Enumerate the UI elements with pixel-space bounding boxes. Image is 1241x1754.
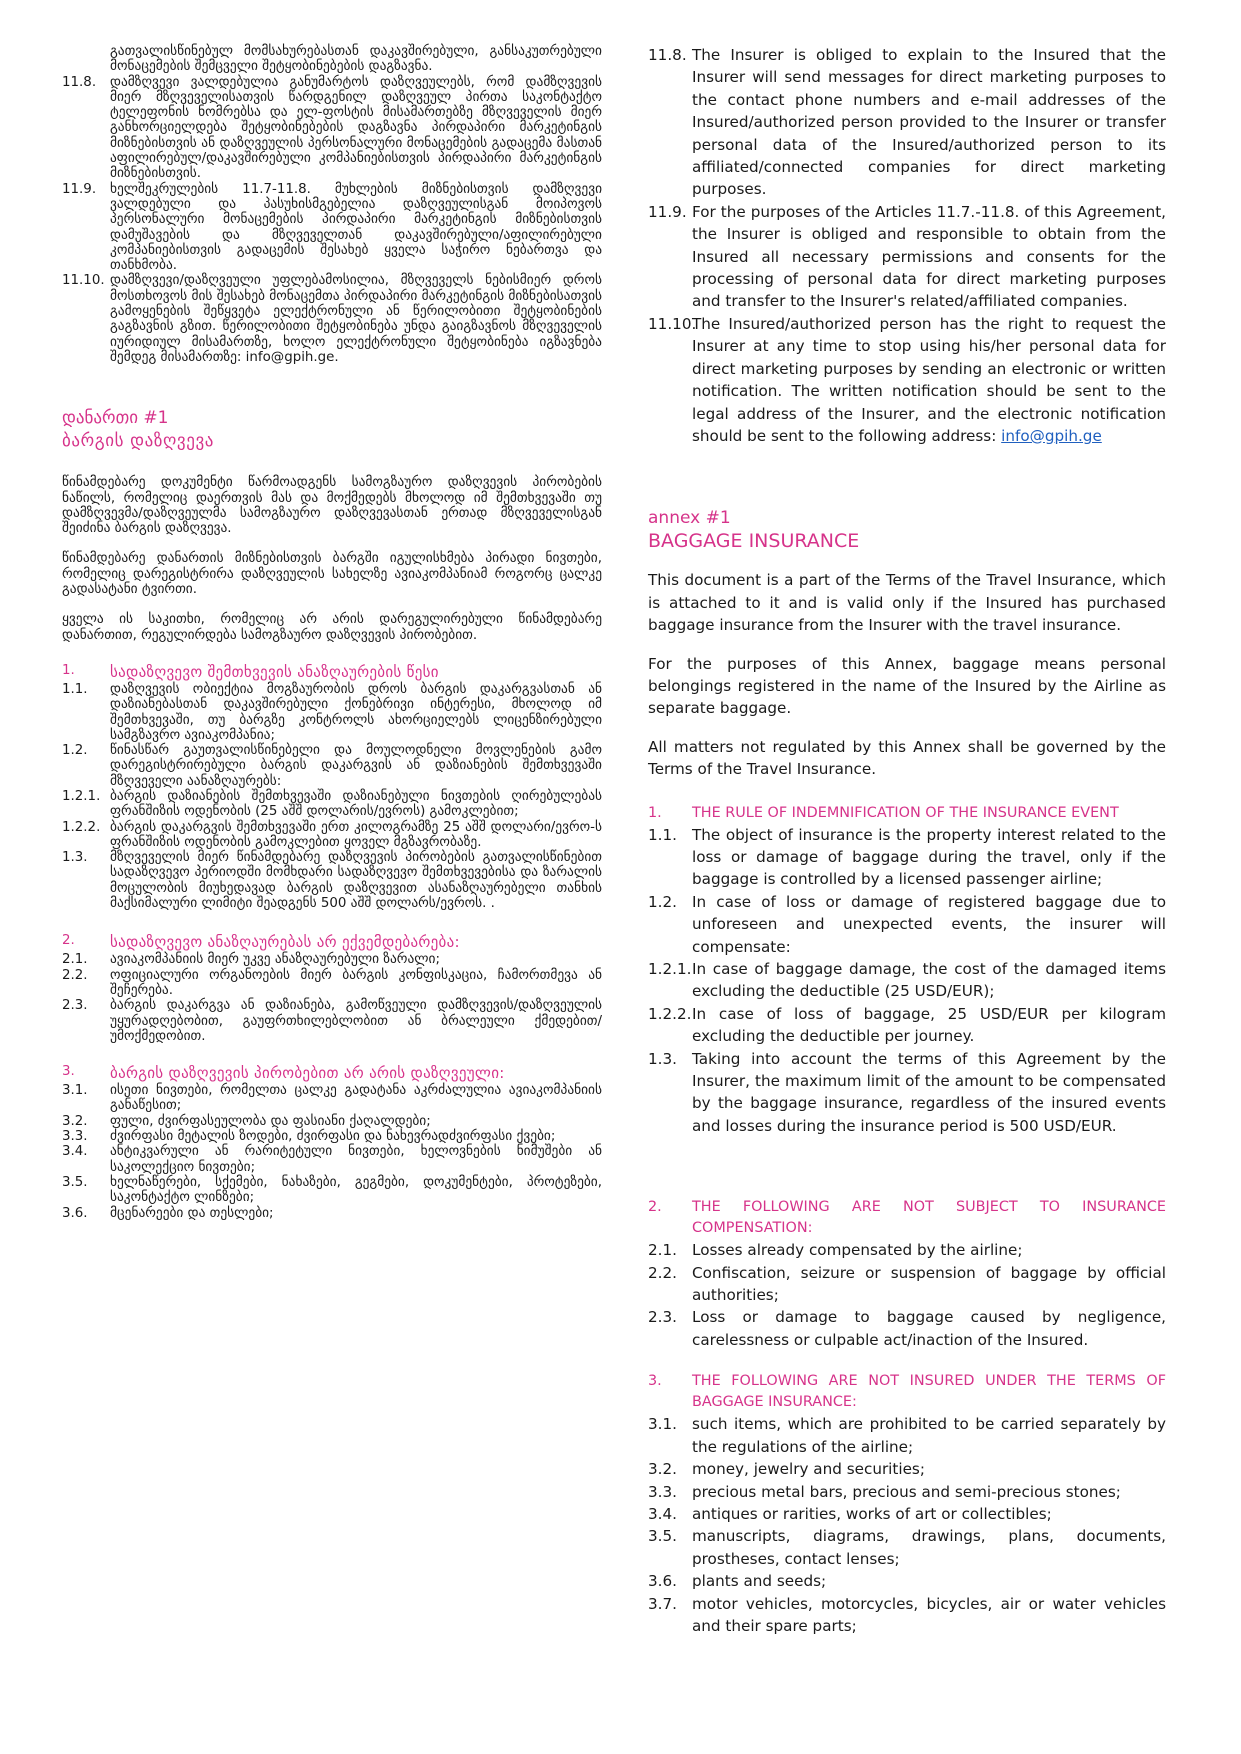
clause-number: 1.2.1.	[648, 960, 692, 978]
clause-text: მზღვეველის მიერ წინამდებარე დაზღვევის პირობების გათვალისწინებით სადაზღვევო პერიოდში მომხდარი სადაზღვევო შემთხვევებისა და ზარალის მოცულობის მიუხედავად ბარგის დაზღვევით ასანაზღაურებელი თანხის მაქსიმალური ლიმიტი შეადგენს 500 აშშ დოლარს/ევროს. .	[110, 850, 602, 912]
english-column	[648, 44, 1166, 1637]
section-number: 1.	[648, 804, 662, 821]
clause-1-2-2	[62, 820, 602, 851]
section-title: THE FOLLOWING ARE NOT SUBJECT TO INSURANCE COMPENSATION:	[692, 1199, 1166, 1237]
section-title: სადაზღვევო შემთხვევის ანაზღაურების წესი	[110, 662, 439, 681]
section-title: სადაზღვევო ანაზღაურებას არ ექვემდებარება:	[110, 933, 460, 952]
clause-3-2	[62, 1114, 602, 1129]
continued-paragraph: გათვალისწინებულ მომსახურებასთან დაკავშირებული, განსაკუთრებული მონაცემების შემცველი შეტყობინებების დაგზავნა.	[110, 44, 602, 75]
clause-text: ავიაკომპანიის მიერ უკვე ანაზღაურებული ზარალი;	[110, 952, 440, 968]
clause-number: 11.8.	[648, 46, 687, 64]
clause-text: In case of loss or damage of registered baggage due to unforeseen and unexpected events, the insurer will compensate:	[692, 892, 1166, 956]
clause-text: The Insurer is obliged to explain to the Insured that the Insurer will send messages for direct marketing purposes to the contact phone numbers and e-mail addresses of the Insured/authorized person provided to the Insurer or transfer personal data of the Insured/authorized person to its affiliated/connected companies for direct marketing purposes.	[692, 46, 1166, 199]
section-heading-3	[62, 1064, 602, 1083]
clause-number: 3.2.	[648, 1460, 677, 1479]
clause-number: 1.2.1.	[62, 788, 101, 804]
clause-text: precious metal bars, precious and semi-precious stones;	[692, 1482, 1121, 1501]
clause-text: money, jewelry and securities;	[692, 1460, 925, 1479]
clause-text: such items, which are prohibited to be carried separately by the regulations of the airline;	[692, 1415, 1166, 1456]
section-number: 2.	[62, 933, 75, 949]
clause-number: 1.2.2.	[648, 1004, 692, 1023]
clause-1-3	[62, 850, 602, 911]
clause-3-5	[648, 1525, 1166, 1570]
clause-3-3	[62, 1129, 602, 1144]
intro-paragraph: წინამდებარე დოკუმენტი წარმოადგენს სამოგზაურო დაზღვევის პირობების ნაწილს, რომელიც დაერთვის მას და მოქმედებს მხოლოდ იმ შემთხვევაში თუ დამზღვევმა/დაზღვეულმა სამოგზაურო დაზღვევასთან ერთად მზღვეველისგან შეიძინა ბარგის დაზღვევა.	[62, 475, 602, 537]
clause-number: 3.2.	[62, 1113, 88, 1129]
clause-text	[692, 313, 1166, 447]
clause-number: 1.3.	[648, 1049, 677, 1068]
section-number: 3.	[62, 1064, 75, 1080]
clause-number: 1.2.	[62, 743, 88, 759]
clause-number: 1.2.2.	[62, 819, 101, 835]
clause-1-2-1	[62, 789, 602, 820]
clause-text: antiques or rarities, works of art or collectibles;	[692, 1504, 1052, 1523]
clause-3-4	[648, 1503, 1166, 1525]
intro-paragraph: ყველა ის საკითხი, რომელიც არ არის დარეგულირებული წინამდებარე დანართით, რეგულირდება სამოგზაურო დაზღვევის პირობებით.	[62, 612, 602, 643]
clause-number: 11.9.	[62, 181, 97, 197]
clause-1-2-1	[648, 958, 1166, 1003]
clause-2-2	[648, 1262, 1166, 1307]
clause-text: Loss or damage to baggage caused by negligence, carelessness or culpable act/inaction of the Insured.	[692, 1308, 1166, 1349]
section-number: 3.	[648, 1373, 662, 1390]
clause-text: დაზღვევის ობიექტია მოგზაურობის დროს ბარგის დაკარგვასთან ან დაზიანებასთან დაკავშირებული ქონებრივი ინტერესი, მხოლოდ იმ შემთხვევაში, თუ ბარგზე კონტროლს ახორციელებს ლიცენზირებული სამგზავრო ავიაკომპანია;	[110, 681, 602, 743]
clause-number: 2.2.	[648, 1263, 677, 1282]
clause-text: ფული, ძვირფასეულობა და ფასიანი ქაღალდები;	[110, 1113, 431, 1129]
email-link[interactable]: info@gpih.ge	[1001, 426, 1102, 445]
clause-1-3	[648, 1048, 1166, 1138]
clause-11-9	[648, 201, 1166, 313]
clause-2-2	[62, 968, 602, 999]
section-heading-3	[648, 1371, 1166, 1413]
clause-3-4	[62, 1144, 602, 1175]
clause-text: In case of baggage damage, the cost of the damaged items excluding the deductible (25 USD/EUR);	[692, 960, 1166, 1001]
clause-text: ოფიციალური ორგანოების მიერ ბარგის კონფისკაცია, ჩამორთმევა ან შეჩერება.	[110, 967, 602, 998]
clause-11-9	[62, 182, 602, 274]
clause-number: 3.5.	[648, 1527, 677, 1546]
clause-number: 3.4.	[62, 1144, 88, 1160]
annex-number: annex #1	[648, 508, 731, 529]
clause-1-2	[648, 891, 1166, 958]
intro-paragraph: წინამდებარე დანართის მიზნებისთვის ბარგში იგულისხმება პირადი ნივთები, რომელიც დარეგისტრირა დაზღვეულის სახელზე ავიაკომპანიამ როგორც ცალკე გადასატანი ტვირთი.	[62, 551, 602, 598]
clause-number: 2.1.	[62, 952, 88, 968]
clause-text: წინასწარ გაუთვალისწინებელი და მოულოდნელი მოვლენების გამო დარეგისტრირებული ბარგის დაკარგვის ან დაზიანების შემთხვევაში მზღვეველი აანაზღაურებს:	[110, 743, 602, 789]
clause-number: 3.7.	[648, 1594, 677, 1613]
clause-number: 3.5.	[62, 1174, 88, 1190]
clause-body: The Insured/authorized person has the right to request the Insurer at any time to stop using his/her personal data for direct marketing purposes by sending an electronic or written notification. The written notification should be sent to the legal address of the Insurer, and the electronic notification should be sent to the following address:	[692, 314, 1166, 445]
clause-number: 2.1.	[648, 1241, 677, 1260]
georgian-column	[62, 44, 602, 1221]
clause-number: 2.3.	[62, 998, 88, 1014]
clause-number: 3.1.	[648, 1415, 677, 1434]
clause-number: 1.3.	[62, 850, 88, 866]
clause-number: 11.10.	[62, 273, 105, 289]
clause-11-8	[648, 44, 1166, 201]
annex-title: BAGGAGE INSURANCE	[648, 530, 860, 553]
annex-number: დანართი #1	[62, 408, 169, 429]
intro-paragraph: All matters not regulated by this Annex shall be governed by the Terms of the Travel Insurance.	[648, 737, 1166, 779]
section-number: 1.	[62, 662, 75, 678]
clause-text: For the purposes of the Articles 11.7.-11.8. of this Agreement, the Insurer is obliged and responsible to obtain from the Insured all necessary permissions and consents for the processing of personal data for direct marketing purposes and transfer to the Insurer's related/affiliated companies.	[692, 202, 1166, 311]
section-heading-1	[648, 803, 1166, 824]
clause-number: 3.1.	[62, 1083, 88, 1099]
clause-text: Taking into account the terms of this Agreement by the Insurer, the maximum limit of the amount to be compensated by the baggage insurance, regardless of the insured events and losses during the insurance period is 500 USD/EUR.	[692, 1049, 1166, 1135]
clause-number: 2.2.	[62, 967, 88, 983]
clause-text: დამზღვევი/დაზღვეული უფლებამოსილია, მზღვეველს ნებისმიერ დროს მოსთხოვოს მის შესახებ მონაცემთა პირდაპირი მარკეტინგის მიზნებისათვის გამოყენების შეწყვეტა ელექტრონული ან წერილობითი შეტყობინების გაგზავნის გზით. წერილობითი შეტყობინება უნდა გაიგზავნოს მზღვეველის იურიდიულ მისამართზე, ხოლო ელექტრონული შეტყობინება იგზავნება შემდეგ მისამართზე: info@gpih.ge.	[110, 273, 602, 365]
clause-text: motor vehicles, motorcycles, bicycles, air or water vehicles and their spare parts;	[692, 1594, 1166, 1635]
clause-text: Losses already compensated by the airline;	[692, 1241, 1023, 1260]
clause-number: 3.4.	[648, 1504, 677, 1523]
clause-2-3	[648, 1306, 1166, 1351]
clause-text: ანტიკვარული ან რარიტეტული ნივთები, ხელოვნების ნიმუშები ან საკოლექციო ნივთები;	[110, 1144, 602, 1175]
clause-text: დამზღვევი ვალდებულია განუმარტოს დაზღვეულებს, რომ დამზღვევის მიერ მზღვეველისათვის წარდგენილ დაზღვეულ პირთა საკონტაქტო ტელეფონის ნომრებსა და ელ-ფოსტის მისამართებზე მზღვეველის მიერ განხორციელდება შეტყობინებების დაგზავნა პირდაპირი მარკეტინგის მიზნებისთვის ან დაზღვეულის პერსონალური მონაცემების გადაცემა მასთან აფილირებულ/დაკავშირებული კომპანიებისთვის პირდაპირი მარკეტინგის მიზნებისთვის.	[110, 74, 602, 182]
clause-3-1	[62, 1083, 602, 1114]
clause-3-1	[648, 1413, 1166, 1458]
clause-text: ძვირფასი მეტალის ზოდები, ძვირფასი და ნახევრადძვირფასი ქვები;	[110, 1129, 556, 1145]
clause-number: 3.3.	[62, 1129, 88, 1145]
clause-number: 3.6.	[648, 1572, 677, 1591]
clause-number: 11.8.	[62, 74, 97, 90]
clause-3-6	[648, 1570, 1166, 1592]
clause-number: 3.6.	[62, 1205, 88, 1221]
section-number: 2.	[648, 1199, 662, 1216]
clause-2-1	[62, 952, 602, 967]
clause-number: 1.2.	[648, 892, 677, 911]
section-title: THE FOLLOWING ARE NOT INSURED UNDER THE TERMS OF BAGGAGE INSURANCE:	[692, 1373, 1166, 1411]
clause-text: manuscripts, diagrams, drawings, plans, documents, prostheses, contact lenses;	[692, 1527, 1166, 1568]
clause-text: ბარგის დაკარგვა ან დაზიანება, გამოწვეული დამზღვევის/დაზღვეულის უყურადღებობით, გაუფრთხილებლობით ან ბრალეული ქმედებით/უმოქმედობით.	[110, 998, 602, 1044]
clause-text: ხელნაწერები, სქემები, ნახაზები, გეგმები, დოკუმენტები, პროტეზები, საკონტაქტო ლინზები;	[110, 1174, 602, 1206]
clause-1-2	[62, 743, 602, 789]
clause-text: plants and seeds;	[692, 1572, 827, 1591]
clause-3-2	[648, 1458, 1166, 1480]
clause-11-10	[62, 273, 602, 365]
clause-text: ხელშეკრულების 11.7-11.8. მუხლების მიზნებისთვის დამზღვევი ვალდებული და პასუხისმგებელია დაზღვეულისგან მოიპოვოს პერსონალური მონაცემების პირდაპირი მარკეტინგის მიზნებისთვის დამუშავების და მზღვეველთან დაკავშირებული/აფილირებული კომპანიებისთვის გადაცემის შესახებ ყველა საჭირო ნებართვა და თანხმობა.	[110, 181, 602, 274]
clause-text: მცენარეები და თესლები;	[110, 1205, 274, 1221]
clause-text: In case of loss of baggage, 25 USD/EUR per kilogram excluding the deductible per journey.	[692, 1004, 1166, 1046]
clause-2-1	[648, 1239, 1166, 1261]
section-heading-2	[648, 1197, 1166, 1239]
clause-text: ბარგის დაკარგვის შემთხვევაში ერთ კილოგრამზე 25 აშშ დოლარი/ევრო-ს ფრანშიზის ოდენობის გამოკლებით ყოველ მგზავრობაზე.	[110, 819, 602, 850]
intro-paragraph: This document is a part of the Terms of the Travel Insurance, which is attached to it and is valid only if the Insured has purchased baggage insurance from the Insurer with the travel insurance.	[648, 571, 1166, 635]
intro-paragraph: For the purposes of this Annex, baggage means personal belongings registered in the name of the Insured by the Airline as separate baggage.	[648, 654, 1166, 718]
annex-title: ბარგის დაზღვევა	[62, 431, 215, 452]
clause-number: 2.3.	[648, 1308, 677, 1327]
section-heading-1	[62, 663, 602, 682]
clause-3-7	[648, 1593, 1166, 1638]
clause-3-5	[62, 1175, 602, 1206]
clause-text: ისეთი ნივთები, რომელთა ცალკე გადატანა აკრძალულია ავიაკომპანიის განაწესით;	[110, 1083, 602, 1114]
clause-number: 11.10.	[648, 314, 697, 333]
clause-3-6	[62, 1206, 602, 1221]
clause-1-1	[648, 824, 1166, 891]
clause-text: Confiscation, seizure or suspension of baggage by official authorities;	[692, 1263, 1166, 1305]
clause-number: 11.9.	[648, 202, 687, 221]
clause-number: 1.1.	[62, 681, 88, 697]
clause-11-8	[62, 75, 602, 182]
clause-number: 3.3.	[648, 1482, 677, 1501]
clause-text: The object of insurance is the property interest related to the loss or damage of baggage during the travel, only if the baggage is controlled by a licensed passenger airline;	[692, 825, 1166, 889]
clause-11-10	[648, 313, 1166, 447]
clause-3-3	[648, 1481, 1166, 1503]
section-heading-2	[62, 933, 602, 952]
clause-text: ბარგის დაზიანების შემთხვევაში დაზიანებული ნივთების ღირებულებას ფრანშიზის ოდენობის (25 აშშ დოლარის/ევროს) გამოკლებით;	[110, 788, 602, 820]
clause-1-1	[62, 682, 602, 743]
clause-2-3	[62, 998, 602, 1044]
clause-number: 1.1.	[648, 825, 677, 844]
section-title: ბარგის დაზღვევის პირობებით არ არის დაზღვეული:	[110, 1064, 505, 1083]
clause-1-2-2	[648, 1003, 1166, 1048]
section-title: THE RULE OF INDEMNIFICATION OF THE INSURANCE EVENT	[692, 804, 1119, 821]
